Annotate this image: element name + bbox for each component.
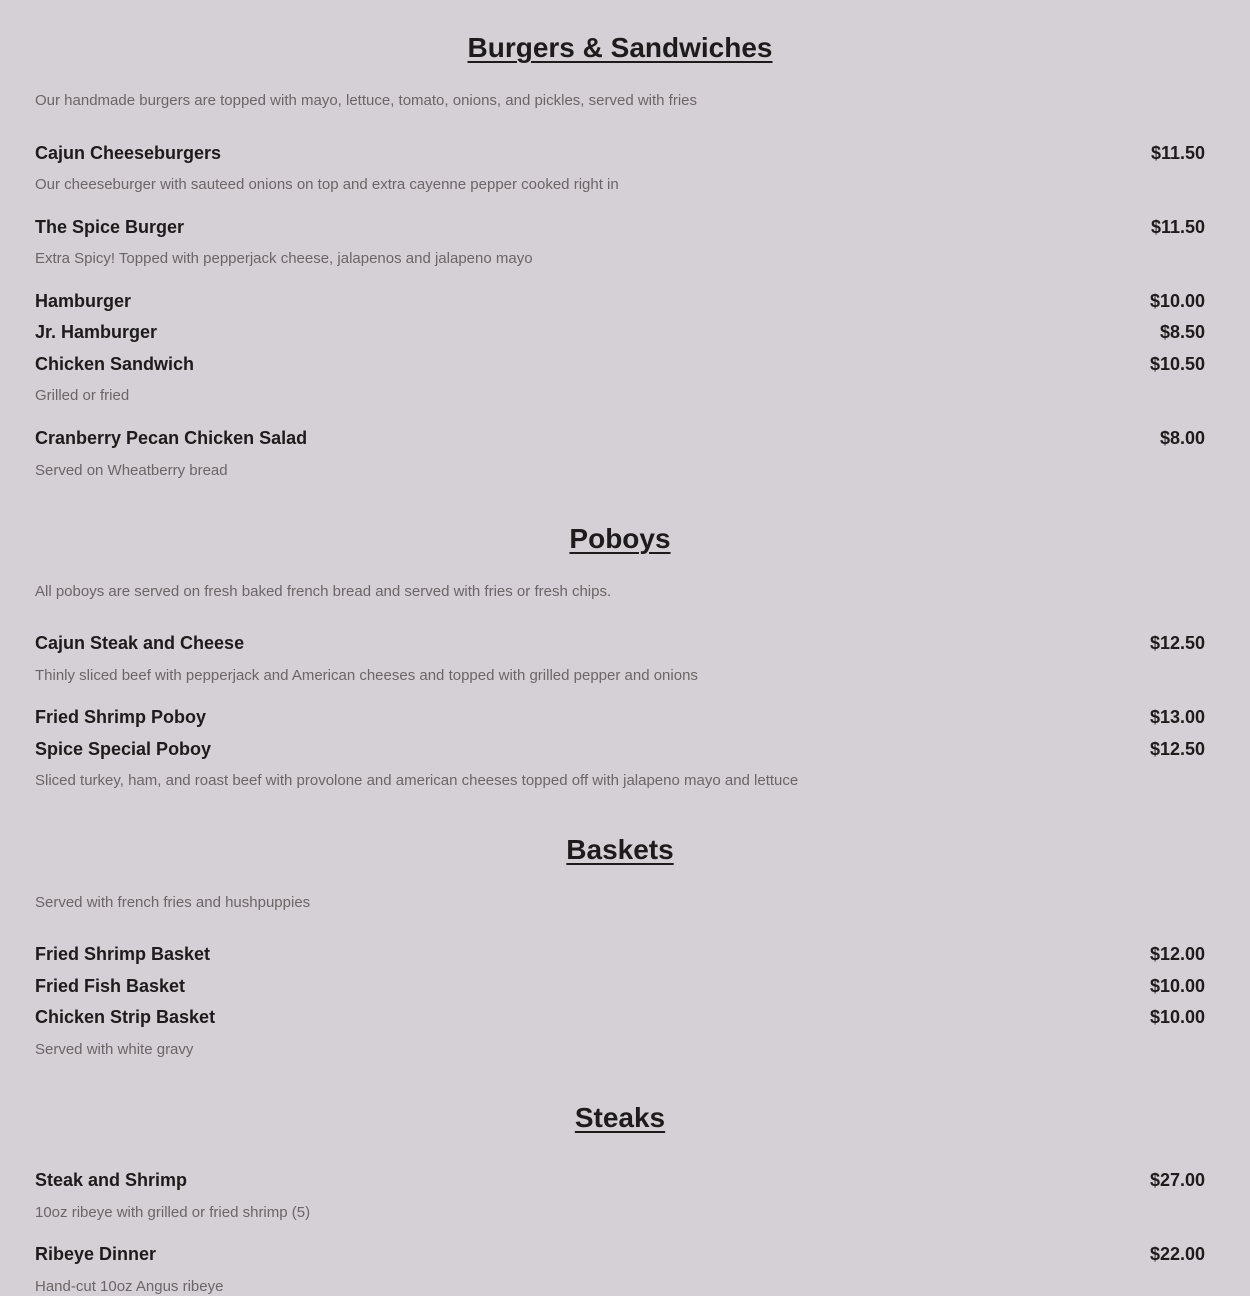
menu-item [35,1006,1205,1028]
item-description: Sliced turkey, ham, and roast beef with provolone and american cheeses topped off with jalapeno mayo and lettuce [35,772,799,789]
menu-item [35,353,1205,375]
item-price: $12.50 [1149,739,1205,759]
item-description: Grilled or fried [35,387,130,404]
item-price: $27.00 [1149,1170,1205,1190]
item-name: Fried Shrimp Poboy [35,707,207,727]
item-price: $22.00 [1149,1244,1205,1264]
item-description: Served on Wheatberry bread [35,462,228,479]
section-title: Burgers & Sandwiches [467,32,773,63]
item-price: $10.00 [1149,976,1205,996]
item-name: Fried Shrimp Basket [35,944,211,964]
item-price: $11.50 [1150,217,1205,237]
item-price: $12.00 [1149,944,1205,964]
item-description: Served with white gravy [35,1041,194,1058]
item-name: Spice Special Poboy [35,739,212,759]
section-description: Served with french fries and hushpuppies [35,894,311,911]
item-price: $11.50 [1150,143,1205,163]
menu-item [35,1243,1205,1265]
item-price: $10.00 [1149,291,1205,311]
section-description: Our handmade burgers are topped with mayo, lettuce, tomato, onions, and pickles, served with fries [35,92,698,109]
section-title: Steaks [574,1102,666,1133]
item-name: Hamburger [35,291,132,311]
item-description: Extra Spicy! Topped with pepperjack cheese, jalapenos and jalapeno mayo [35,250,533,267]
menu-item [35,427,1205,449]
item-description: Our cheeseburger with sauteed onions on top and extra cayenne pepper cooked right in [35,176,619,193]
menu-item [35,1169,1205,1191]
item-description: 10oz ribeye with grilled or fried shrimp (5) [35,1204,311,1221]
menu-item [35,142,1205,164]
item-name: Steak and Shrimp [35,1170,188,1190]
section-description: All poboys are served on fresh baked french bread and served with fries or fresh chips. [35,583,612,600]
section-title: Baskets [566,834,674,865]
menu-item [35,706,1205,728]
menu-item [35,216,1205,238]
menu-item [35,632,1205,654]
menu-item [35,943,1205,965]
menu-item [35,738,1205,760]
item-name: Cranberry Pecan Chicken Salad [35,428,308,448]
item-price: $13.00 [1149,707,1205,727]
item-price: $10.50 [1149,354,1205,374]
item-name: Jr. Hamburger [35,322,158,342]
item-name: Cajun Cheeseburgers [35,143,222,163]
section-title: Poboys [569,523,671,554]
menu-item [35,321,1205,343]
menu-item [35,290,1205,312]
item-price: $12.50 [1149,633,1205,653]
item-price: $8.00 [1159,428,1205,448]
item-price: $10.00 [1149,1007,1205,1027]
item-name: The Spice Burger [35,217,185,237]
item-name: Chicken Sandwich [35,354,195,374]
menu-item [35,975,1205,997]
item-name: Cajun Steak and Cheese [35,633,245,653]
item-description: Thinly sliced beef with pepperjack and American cheeses and topped with grilled pepper and onions [35,667,698,684]
item-name: Fried Fish Basket [35,976,186,996]
item-name: Ribeye Dinner [35,1244,157,1264]
item-price: $8.50 [1159,322,1205,342]
item-description: Hand-cut 10oz Angus ribeye [35,1278,224,1295]
item-name: Chicken Strip Basket [35,1007,216,1027]
